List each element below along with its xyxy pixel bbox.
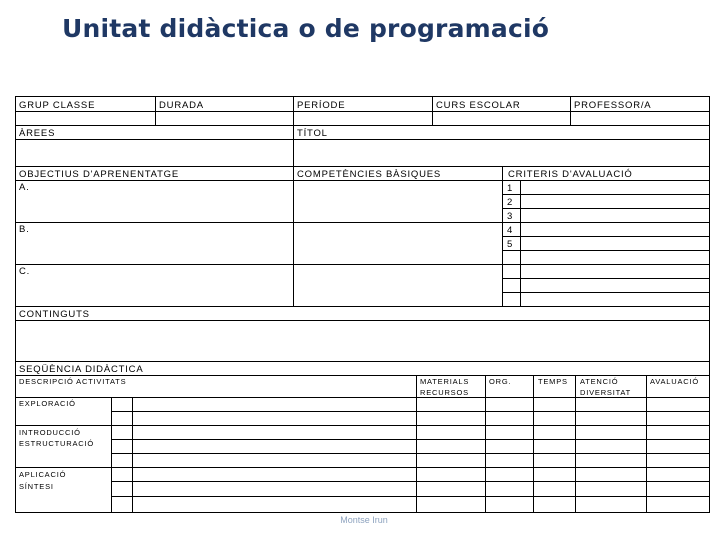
- criteria-number: 2: [507, 197, 513, 208]
- sintesi-label: SÍNTESI: [19, 482, 54, 491]
- titol-label: TÍTOL: [297, 128, 328, 139]
- objective-a-label: A.: [19, 182, 30, 193]
- descripcio-column: DESCRIPCIÓ ACTIVITATS: [19, 377, 127, 386]
- objective-c-label: C.: [19, 266, 31, 277]
- criteria-number: 5: [507, 239, 513, 250]
- curs-escolar-label: CURS ESCOLAR: [436, 100, 521, 111]
- criteria-number: 3: [507, 211, 513, 222]
- periode-label: PERÍODE: [297, 100, 346, 111]
- continguts-label: CONTINGUTS: [19, 309, 90, 320]
- materials-column: MATERIALS: [420, 377, 470, 386]
- durada-label: DURADA: [159, 100, 204, 111]
- criteria-number: 4: [507, 225, 513, 236]
- recursos-column: RECURSOS: [420, 388, 469, 397]
- introduccio-label: INTRODUCCIÓ: [19, 428, 81, 437]
- diversitat-column: DIVERSITAT: [580, 388, 632, 397]
- page-title: Unitat didàctica o de programació: [62, 14, 550, 43]
- objective-b-label: B.: [19, 224, 30, 235]
- form-grid: [15, 96, 710, 513]
- footer-author: Montse Irun: [340, 515, 388, 525]
- criteria-number: 1: [507, 183, 513, 194]
- atencio-column: ATENCIÓ: [580, 377, 619, 386]
- exploracio-label: EXPLORACIÓ: [19, 399, 76, 408]
- objectius-label: OBJECTIUS D'APRENENTATGE: [19, 169, 180, 180]
- sequencia-label: SEQÜÈNCIA DIDÀCTICA: [19, 364, 144, 375]
- temps-column: TEMPS: [538, 377, 568, 386]
- org-column: ORG.: [489, 377, 512, 386]
- aplicacio-label: APLICACIÓ: [19, 470, 67, 479]
- grup-classe-label: GRUP CLASSE: [19, 100, 96, 111]
- criteris-label: CRITERIS D'AVALUACIÓ: [508, 169, 633, 180]
- avaluacio-column: AVALUACIÓ: [650, 377, 700, 386]
- professor-label: PROFESSOR/A: [574, 100, 652, 111]
- competencies-label: COMPETÈNCIES BÀSIQUES: [297, 169, 442, 180]
- arees-label: ÀREES: [19, 128, 56, 139]
- estructuracio-label: ESTRUCTURACIÓ: [19, 439, 94, 448]
